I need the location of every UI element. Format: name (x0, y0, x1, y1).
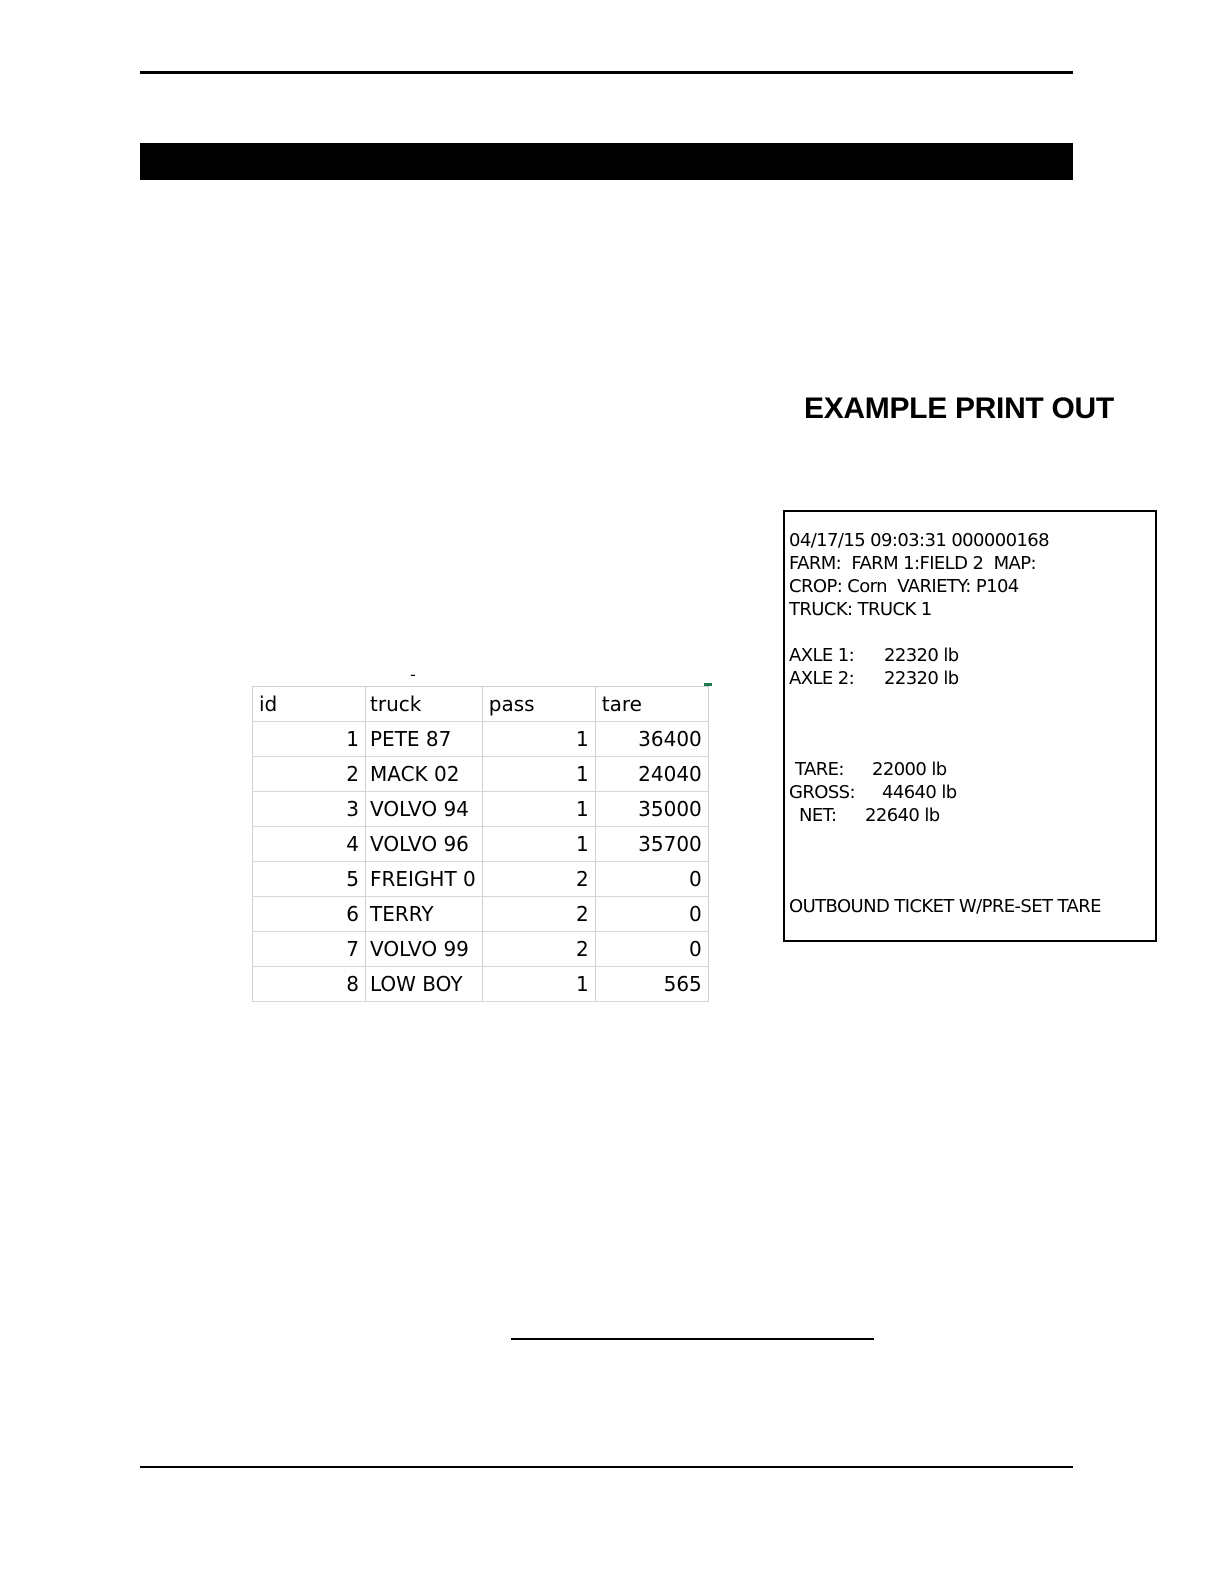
cell-tare: 36400 (595, 722, 708, 757)
column-header-tare: tare (595, 687, 708, 722)
table-row (253, 862, 709, 897)
ticket-net-label: NET: (799, 805, 837, 826)
table-row (253, 722, 709, 757)
cell-pass: 1 (482, 722, 595, 757)
cell-id: 3 (253, 792, 366, 827)
cell-truck: PETE 87 (366, 722, 483, 757)
cell-id: 5 (253, 862, 366, 897)
ticket-gross-label: GROSS: (789, 782, 855, 803)
sheet-dash: - (410, 665, 416, 684)
cell-tare: 0 (595, 862, 708, 897)
ticket-tare-label: TARE: (795, 759, 844, 780)
cell-truck: VOLVO 96 (366, 827, 483, 862)
ticket-axle1-value: 22320 lb (884, 645, 959, 666)
cell-pass: 1 (482, 792, 595, 827)
column-header-pass: pass (482, 687, 595, 722)
cell-truck: TERRY (366, 897, 483, 932)
ticket-farm-line: FARM: FARM 1:FIELD 2 MAP: (789, 553, 1036, 574)
ticket-axle2-value: 22320 lb (884, 668, 959, 689)
cell-id: 2 (253, 757, 366, 792)
cell-tare: 565 (595, 967, 708, 1002)
cell-tare: 35000 (595, 792, 708, 827)
cell-tare: 0 (595, 932, 708, 967)
ticket-axle1-label: AXLE 1: (789, 645, 855, 666)
cell-truck: VOLVO 99 (366, 932, 483, 967)
column-header-truck: truck (366, 687, 483, 722)
table-row (253, 827, 709, 862)
cell-pass: 1 (482, 827, 595, 862)
cell-pass: 2 (482, 932, 595, 967)
cell-truck: VOLVO 94 (366, 792, 483, 827)
table-row (253, 792, 709, 827)
footer-rule (140, 1466, 1073, 1468)
table-row (253, 897, 709, 932)
ticket-tare-value: 22000 lb (872, 759, 947, 780)
cell-pass: 2 (482, 862, 595, 897)
example-heading: EXAMPLE PRINT OUT (804, 392, 1114, 425)
cell-truck: LOW BOY (366, 967, 483, 1002)
ticket-datetime-line: 04/17/15 09:03:31 000000168 (789, 530, 1049, 551)
column-header-id: id (253, 687, 366, 722)
cell-pass: 1 (482, 757, 595, 792)
ticket-gross-value: 44640 lb (882, 782, 957, 803)
cell-pass: 2 (482, 897, 595, 932)
header-rule (140, 71, 1073, 74)
cell-tare: 24040 (595, 757, 708, 792)
ticket-truck-line: TRUCK: TRUCK 1 (789, 599, 932, 620)
cell-id: 8 (253, 967, 366, 1002)
table-row (253, 932, 709, 967)
cell-truck: FREIGHT 0 (366, 862, 483, 897)
signature-line (511, 1338, 874, 1340)
example-ticket (783, 510, 1157, 942)
ticket-net-value: 22640 lb (865, 805, 940, 826)
cell-truck: MACK 02 (366, 757, 483, 792)
cell-tare: 0 (595, 897, 708, 932)
table-row (253, 967, 709, 1002)
table-header-row (253, 687, 709, 722)
truck-spreadsheet (252, 686, 709, 1002)
cell-tare: 35700 (595, 827, 708, 862)
ticket-crop-line: CROP: Corn VARIETY: P104 (789, 576, 1019, 597)
cell-id: 1 (253, 722, 366, 757)
ticket-footer-line: OUTBOUND TICKET W/PRE-SET TARE (789, 896, 1101, 917)
cell-id: 4 (253, 827, 366, 862)
section-title-bar (140, 143, 1073, 180)
table-row (253, 757, 709, 792)
cell-id: 6 (253, 897, 366, 932)
cell-pass: 1 (482, 967, 595, 1002)
ticket-axle2-label: AXLE 2: (789, 668, 855, 689)
cell-id: 7 (253, 932, 366, 967)
